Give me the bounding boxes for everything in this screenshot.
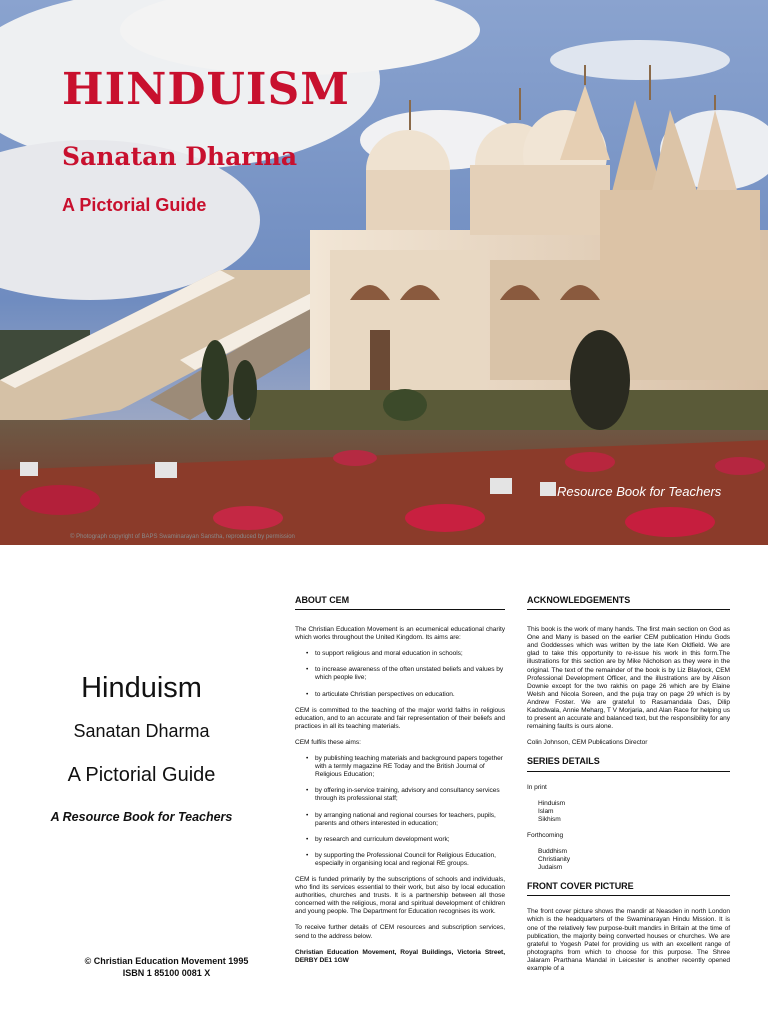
acknowledgements-signature: Colin Johnson, CEM Publications Director bbox=[527, 739, 648, 747]
isbn-line: ISBN 1 85100 0081 X bbox=[122, 968, 211, 978]
aim-item: • to support religious and moral education in schools; bbox=[295, 650, 505, 658]
series-item: Islam bbox=[538, 807, 554, 815]
acknowledgements-text: This book is the work of many hands. The first main section on God as One and Many is based on the earlier CEM publication Hindu Gods and Goddesses which was written by the late Ken Oldfield. We are glad to take this opportunity to re-issue his work in this form.The illustrations for this section are by Mike Nicholson as they were in the original. The text of the remainder of the book is by Liz Blaylock, CEM Professional Development Officer, and the illustrations are by Alison Downie except for the two rakhis on page 26 which are by Elaine Welsh and Nicola Soreen, and the puja tray on page 29 which is by Andrew Foster. We are grateful to Rasamandala Das, Dilip Kadodwala, Annie Meharg, T V Morjaria, and Alan Race for helping us to present an accurate and balanced text, but the responsibility for any remaining faults is ours alone. bbox=[527, 626, 730, 731]
about-committed: CEM is committed to the teaching of the major world faiths in religious education, and to an accurate and fair representation of their beliefs and practices in all its teaching materials. bbox=[295, 706, 505, 730]
aim-item: • to articulate Christian perspectives on education. bbox=[295, 691, 505, 699]
about-fulfils: CEM fulfils these aims: bbox=[295, 738, 361, 746]
cover-title: HINDUISM bbox=[62, 64, 350, 115]
series-item: Judaism bbox=[538, 864, 563, 872]
title-page-guide: A Pictorial Guide bbox=[67, 764, 216, 786]
cover-guide: A Pictorial Guide bbox=[62, 195, 207, 215]
about-cem-column bbox=[295, 596, 505, 965]
right-column bbox=[527, 596, 730, 973]
cover-fine-print: © Photograph copyright of BAPS Swaminarayan Sanstha, reproduced by permission bbox=[70, 534, 295, 540]
copyright-block bbox=[0, 955, 333, 979]
about-cem-heading: ABOUT CEM bbox=[295, 596, 505, 610]
series-item: Buddhism bbox=[538, 847, 567, 855]
forthcoming-label: Forthcoming bbox=[527, 831, 564, 839]
copyright-line: © Christian Education Movement 1995 bbox=[84, 956, 249, 966]
about-receive: To receive further details of CEM resources and subscription services, send to the address below. bbox=[295, 924, 505, 940]
cover-resource-tag: Resource Book for Teachers bbox=[557, 484, 722, 499]
series-item: Sikhism bbox=[538, 815, 561, 823]
way-item: • by arranging national and regional courses for teachers, pupils, parents and others interested in education; bbox=[295, 812, 505, 828]
front-cover-heading: FRONT COVER PICTURE bbox=[527, 882, 730, 896]
way-item: • by supporting the Professional Council for Religious Education, especially in organising local and regional RE groups. bbox=[295, 852, 505, 868]
title-page-subtitle: Sanatan Dharma bbox=[73, 721, 210, 741]
front-cover-text: The front cover picture shows the mandir at Neasden in north London which is the headquarters of the Swaminarayan Hindu Mission. It is one of the relatively few purpose-built mandirs in Britain at the time of publication, the majority being converted houses or churches. We are grateful to Yogesh Patel for providing us with an excellent range of photographs from which to choose for this purpose. The Shree Jalaram Prarthana Mandal in Leicester is another recently opened example of a bbox=[527, 908, 730, 972]
way-item: • by offering in-service training, advisory and consultancy services through its professional staff; bbox=[295, 787, 505, 803]
cem-address: Christian Education Movement, Royal Buildings, Victoria Street, DERBY DE1 1GW bbox=[295, 948, 505, 964]
acknowledgements-heading: ACKNOWLEDGEMENTS bbox=[527, 596, 730, 610]
series-item: Christianity bbox=[538, 856, 571, 864]
in-print-label: In print bbox=[527, 783, 547, 791]
cover-subtitle: Sanatan Dharma bbox=[62, 142, 298, 171]
way-item: • by research and curriculum development work; bbox=[295, 836, 505, 844]
title-page bbox=[0, 545, 283, 1024]
series-heading: SERIES DETAILS bbox=[527, 757, 730, 771]
aim-item: • to increase awareness of the often unstated beliefs and values by which people live; bbox=[295, 666, 505, 682]
title-page-title: Hinduism bbox=[81, 672, 202, 704]
about-funding: CEM is funded primarily by the subscriptions of schools and individuals, who find its services essential to their work, but also by local education authorities, churches and trusts. It is a partnership between all those concerned with the religious, moral and spiritual development of children and young people. The Department for Education recognises its work. bbox=[295, 875, 505, 916]
way-item: • by publishing teaching materials and background papers together with a termly magazine RE Today and the British Journal of Religious Education; bbox=[295, 755, 505, 779]
title-page-resource: A Resource Book for Teachers bbox=[50, 810, 233, 824]
series-item: Hinduism bbox=[538, 799, 566, 807]
about-intro: The Christian Education Movement is an ecumenical educational charity which works throughout the United Kingdom. Its aims are: bbox=[295, 626, 505, 642]
